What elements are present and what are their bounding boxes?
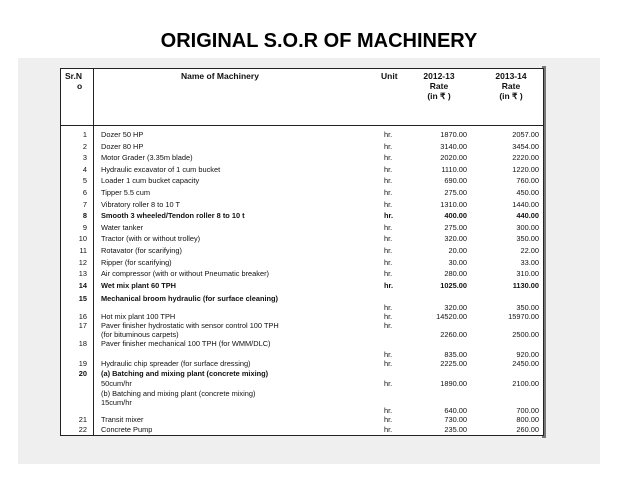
row-sr: 8	[82, 211, 87, 221]
row-rate-2012: 1870.00	[440, 130, 467, 139]
header-rate1-unit: (in ₹ )	[427, 91, 451, 101]
row-sr: 22	[78, 425, 87, 434]
row-sr: 19	[78, 359, 87, 368]
row-sr: 9	[82, 222, 87, 232]
header-divider	[61, 125, 543, 126]
row-sr: 3	[82, 153, 87, 163]
row-unit: hr.	[384, 211, 394, 221]
row-rate-2013: 800.00	[516, 415, 539, 424]
row-unit: hr.	[384, 379, 393, 388]
row-sr: 10	[78, 234, 87, 244]
row-rate-2012: 320.00	[444, 303, 467, 312]
table-row-9	[61, 223, 543, 233]
row-rate-2012: 640.00	[444, 406, 467, 415]
row-name: Tipper 5.5 cum	[101, 188, 151, 197]
header-rate2-year: 2013-14	[495, 71, 527, 81]
row-name: Hydraulic excavator of 1 cum bucket	[101, 164, 221, 174]
row-rate-2012: 3140.00	[440, 141, 467, 151]
row-name-cont: 50cum/hr	[101, 379, 132, 388]
table-row-19	[61, 359, 543, 369]
row-name: Concrete Pump	[101, 425, 153, 434]
row-name: Mechanical broom hydraulic (for surface cleaning)	[101, 294, 279, 303]
table-row-1	[61, 130, 543, 140]
row-rate-2013: 3454.00	[512, 141, 539, 151]
row-name: Paver finisher hydrostatic with sensor control 100 TPH	[101, 321, 279, 330]
row-unit: hr.	[384, 321, 393, 330]
table-row-10	[61, 234, 543, 244]
header-rate1-year: 2012-13	[423, 71, 455, 81]
row-sr: 14	[78, 280, 87, 290]
table-row-21	[61, 415, 543, 425]
row-sr: 18	[78, 339, 87, 348]
row-sr: 1	[82, 130, 87, 139]
row-unit: hr.	[384, 359, 393, 368]
row-unit: hr.	[384, 350, 393, 359]
row-rate-2013: 2100.00	[512, 379, 539, 388]
table-row-6	[61, 188, 543, 198]
row-rate-2012: 14520.00	[436, 312, 467, 321]
row-unit: hr.	[384, 141, 393, 151]
row-rate-2013: 700.00	[516, 406, 539, 415]
row-sr: 20	[78, 369, 87, 378]
row-rate-2012: 275.00	[444, 188, 467, 197]
row-unit: hr.	[384, 199, 393, 209]
row-name: Smooth 3 wheeled/Tendon roller 8 to 10 t	[101, 211, 245, 221]
table-row-13	[61, 269, 543, 279]
row-sr: 12	[78, 257, 87, 267]
row-name: Water tanker	[101, 222, 144, 232]
header-rate1-label: Rate	[429, 81, 449, 91]
header-rate2-unit: (in ₹ )	[499, 91, 523, 101]
table-row-2	[61, 142, 543, 152]
header-name: Name of Machinery	[181, 71, 259, 81]
row-rate-2013: 1440.00	[512, 199, 539, 209]
row-sr: 21	[78, 415, 87, 424]
table-row-4	[61, 165, 543, 175]
row-rate-2012: 1890.00	[440, 379, 467, 388]
slide-title: ORIGINAL S.O.R OF MACHINERY	[160, 30, 478, 52]
row-rate-2012: 400.00	[444, 211, 467, 221]
row-rate-2013: 350.00	[516, 234, 539, 244]
row-rate-2012: 280.00	[444, 269, 467, 279]
row-rate-2013: 2057.00	[512, 130, 539, 139]
row-name: Air compressor (with or without Pneumatic breaker)	[101, 269, 269, 279]
row-unit: hr.	[384, 153, 393, 163]
row-rate-2013: 310.00	[516, 269, 539, 279]
row-sr: 17	[78, 321, 87, 330]
table-row-5	[61, 176, 543, 186]
row-unit: hr.	[384, 164, 393, 174]
header-sr-line2: o	[77, 81, 83, 91]
row-name: Paver finisher mechanical 100 TPH (for WMM/DLC)	[101, 339, 271, 348]
row-rate-2013: 350.00	[516, 303, 539, 312]
table-row-20a	[61, 369, 543, 379]
row-sr: 4	[82, 164, 87, 174]
row-unit: hr.	[384, 234, 393, 244]
row-name: Transit mixer	[101, 415, 144, 424]
row-rate-2013: 440.00	[516, 211, 539, 221]
row-rate-2012: 1310.00	[440, 199, 467, 209]
row-rate-2013: 2450.00	[512, 359, 539, 368]
row-rate-2012: 320.00	[444, 234, 467, 244]
row-name: Loader 1 cum bucket capacity	[101, 176, 200, 186]
row-unit: hr.	[384, 269, 393, 279]
row-rate-2013: 450.00	[516, 188, 539, 197]
row-rate-2012: 690.00	[444, 176, 467, 186]
row-name: (b) Batching and mixing plant (concrete mixing)	[101, 389, 256, 398]
row-name: Rotavator (for scarifying)	[101, 246, 182, 255]
row-unit: hr.	[384, 303, 393, 312]
row-unit: hr.	[384, 406, 393, 415]
row-rate-2013: 15970.00	[508, 312, 539, 321]
row-name-cont: 15cum/hr	[101, 398, 132, 407]
row-sr: 2	[82, 141, 87, 151]
table-row-20a-values	[61, 379, 543, 389]
row-name: Motor Grader (3.35m blade)	[101, 153, 193, 163]
row-rate-2013: 33.00	[520, 257, 539, 267]
row-rate-2013: 1130.00	[512, 280, 539, 290]
table-row-14	[61, 281, 543, 291]
table-row-22	[61, 425, 543, 435]
table-row-3	[61, 153, 543, 163]
row-rate-2012: 835.00	[444, 350, 467, 359]
row-name: Dozer 80 HP	[101, 141, 144, 151]
header-rate-2012	[409, 71, 469, 101]
row-unit: hr.	[384, 246, 393, 255]
row-unit: hr.	[384, 425, 393, 434]
row-unit: hr.	[384, 415, 393, 424]
row-name: Hydraulic chip spreader (for surface dressing)	[101, 359, 251, 368]
table-row-11	[61, 246, 543, 256]
row-sr: 15	[78, 294, 87, 303]
row-name: Ripper (for scarifying)	[101, 257, 172, 267]
row-name: Hot mix plant 100 TPH	[101, 312, 176, 321]
table-row-18	[61, 339, 543, 349]
row-unit: hr.	[384, 188, 393, 197]
row-name: Wet mix plant 60 TPH	[101, 280, 177, 290]
table-row-7	[61, 200, 543, 210]
row-rate-2013: 2500.00	[512, 330, 539, 339]
header-unit: Unit	[381, 71, 398, 81]
row-unit: hr.	[384, 176, 393, 186]
header-rate2-label: Rate	[501, 81, 521, 91]
row-rate-2013: 260.00	[516, 425, 539, 434]
row-rate-2013: 22.00	[520, 246, 539, 255]
row-sr: 7	[82, 199, 87, 209]
row-rate-2012: 2225.00	[440, 359, 467, 368]
row-rate-2013: 760.00	[516, 176, 539, 186]
row-rate-2012: 2020.00	[440, 153, 467, 163]
row-sr: 11	[79, 246, 87, 255]
row-rate-2013: 300.00	[516, 222, 539, 232]
row-sr: 5	[82, 176, 87, 186]
machinery-rate-table	[60, 68, 544, 436]
row-name-cont: (for bituminous carpets)	[101, 330, 179, 339]
table-row-8	[61, 211, 543, 221]
row-rate-2013: 920.00	[516, 350, 539, 359]
row-sr: 13	[78, 269, 87, 279]
row-rate-2012: 1110.00	[441, 164, 467, 174]
row-name: Tractor (with or without trolley)	[101, 234, 201, 244]
header-rate-2013	[479, 71, 543, 101]
row-rate-2012: 20.00	[448, 246, 467, 255]
row-name: (a) Batching and mixing plant (concrete mixing)	[101, 369, 269, 378]
row-rate-2012: 730.00	[444, 415, 467, 424]
header-sr-no	[65, 71, 82, 91]
row-sr: 6	[82, 188, 87, 197]
row-unit: hr.	[384, 257, 393, 267]
row-unit: hr.	[384, 280, 394, 290]
row-rate-2012: 235.00	[444, 425, 467, 434]
table-row-12	[61, 258, 543, 268]
row-rate-2013: 2220.00	[512, 153, 539, 163]
header-sr-line1: Sr.N	[65, 71, 83, 81]
row-name: Vibratory roller 8 to 10 T	[101, 199, 181, 209]
row-name: Dozer 50 HP	[101, 130, 144, 139]
row-sr: 16	[78, 312, 87, 321]
row-unit: hr.	[384, 222, 393, 232]
row-rate-2012: 275.00	[444, 222, 467, 232]
row-rate-2012: 1025.00	[440, 280, 467, 290]
row-unit: hr.	[384, 130, 393, 139]
row-rate-2013: 1220.00	[512, 164, 539, 174]
row-unit: hr.	[384, 312, 393, 321]
row-rate-2012: 2260.00	[440, 330, 467, 339]
row-rate-2012: 30.00	[448, 257, 467, 267]
